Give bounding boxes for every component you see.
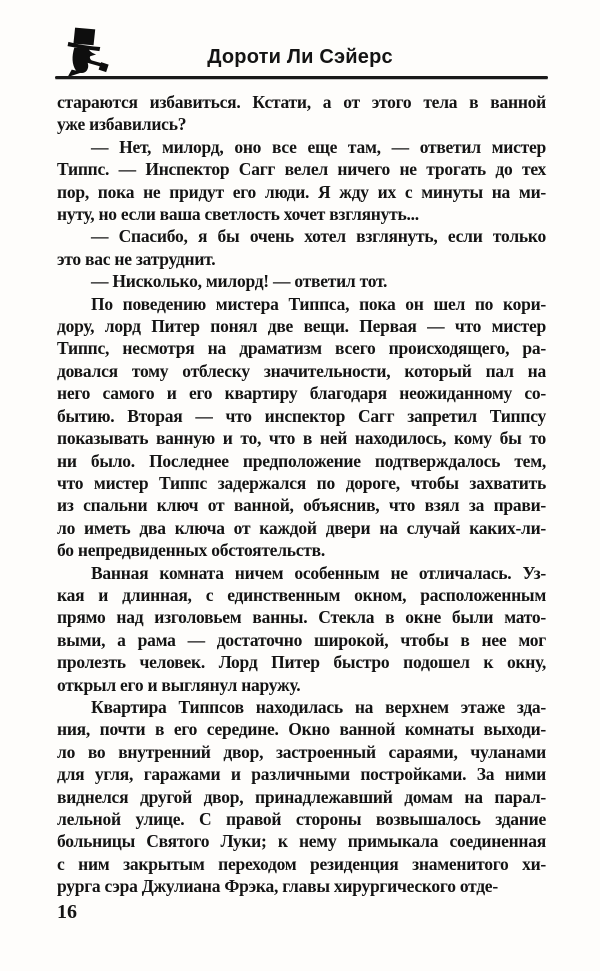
paragraph xyxy=(57,136,546,226)
text-line: Типпс. — Инспектор Сагг велел ничего не трогать до тех xyxy=(57,159,546,180)
text-line: ния, почти в его середине. Окно ванной комнаты выходи- xyxy=(57,719,546,740)
text-line: Ванная комната ничем особенным не отличалась. Уз- xyxy=(91,562,546,583)
paragraph xyxy=(57,562,546,696)
body-text xyxy=(57,91,546,898)
text-line: ло иметь два ключа от каждой двери на случай каких-ли- xyxy=(57,517,546,538)
text-line: Типпс, несмотря на драматизм всего происходящего, ра- xyxy=(57,338,546,359)
paragraph xyxy=(57,293,546,562)
text-line: виднелся другой двор, принадлежавший домам на парал- xyxy=(57,786,546,807)
text-line: него самого и его квартиру благодаря неожиданному со- xyxy=(57,383,546,404)
text-line: пор, пока не придут его люди. Я жду их с минуты на ми- xyxy=(57,181,546,202)
page-number: 16 xyxy=(57,901,77,923)
text-line: По поведению мистера Типпса, пока он шел по кори- xyxy=(91,293,546,314)
text-line: Квартира Типпсов находилась на верхнем этаже зда- xyxy=(91,696,546,717)
text-line: — Нисколько, милорд! — ответил тот. xyxy=(91,271,388,292)
text-line: для угля, гаражами и различными постройками. За ними xyxy=(57,764,546,785)
text-line: — Нет, милорд, оно все еще там, — ответил мистер xyxy=(91,136,546,157)
text-line: открыл его и выглянул наружу. xyxy=(57,674,301,695)
text-line: нуту, но если ваша светлость хочет взглянуть... xyxy=(57,204,419,225)
text-line: прямо над изголовьем ванны. Стекла в окне были мато- xyxy=(57,607,546,628)
text-line: бытию. Вторая — что инспектор Сагг запретил Типпсу xyxy=(57,405,546,426)
text-line: что мистер Типпс задержался по дороге, чтобы захватить xyxy=(57,472,546,493)
text-line: показывать ванную и то, что в ней находилось, кому бы то xyxy=(57,428,546,449)
header-rule xyxy=(55,76,548,79)
text-line: это вас не затруднит. xyxy=(57,248,216,269)
text-line: бо непредвиденных обстоятельств. xyxy=(57,540,325,561)
text-line: с ним закрытым переходом резиденция знаменитого хи- xyxy=(57,853,546,874)
paragraph xyxy=(57,696,546,898)
text-line: довался тому отблеску значительности, который пал на xyxy=(57,360,546,381)
text-line: уже избавились? xyxy=(57,114,187,135)
paragraph xyxy=(57,225,546,270)
text-line: дору, лорд Питер понял две вещи. Первая — что мистер xyxy=(57,316,546,337)
text-line: ни было. Последнее предположение подтверждалось тем, xyxy=(57,450,546,471)
text-line: больницы Святого Луки; к нему примыкала соединенная xyxy=(57,831,546,852)
text-line: ло во внутренний двор, застроенный сараями, чуланами xyxy=(57,741,546,762)
text-line: — Спасибо, я бы очень хотел взглянуть, если только xyxy=(91,226,546,247)
paragraph xyxy=(57,270,546,292)
text-line: пролезть человек. Лорд Питер быстро подошел к окну, xyxy=(57,652,546,673)
running-head-author: Дороти Ли Сэйерс xyxy=(207,46,393,68)
text-line: выми, а рама — достаточно широкой, чтобы в нее мог xyxy=(57,629,546,650)
text-line: рурга сэра Джулиана Фрэка, главы хирургического отде- xyxy=(57,876,498,897)
text-line: кая и длинная, с единственным окном, расположенным xyxy=(57,584,546,605)
text-line: из спальни ключ от ванной, объяснив, что взял за прави- xyxy=(57,495,546,516)
paragraph xyxy=(57,91,546,136)
text-line: лельной улице. С правой стороны возвышалось здание xyxy=(57,809,546,829)
text-line: стараются избавиться. Кстати, а от этого тела в ванной xyxy=(57,92,546,112)
